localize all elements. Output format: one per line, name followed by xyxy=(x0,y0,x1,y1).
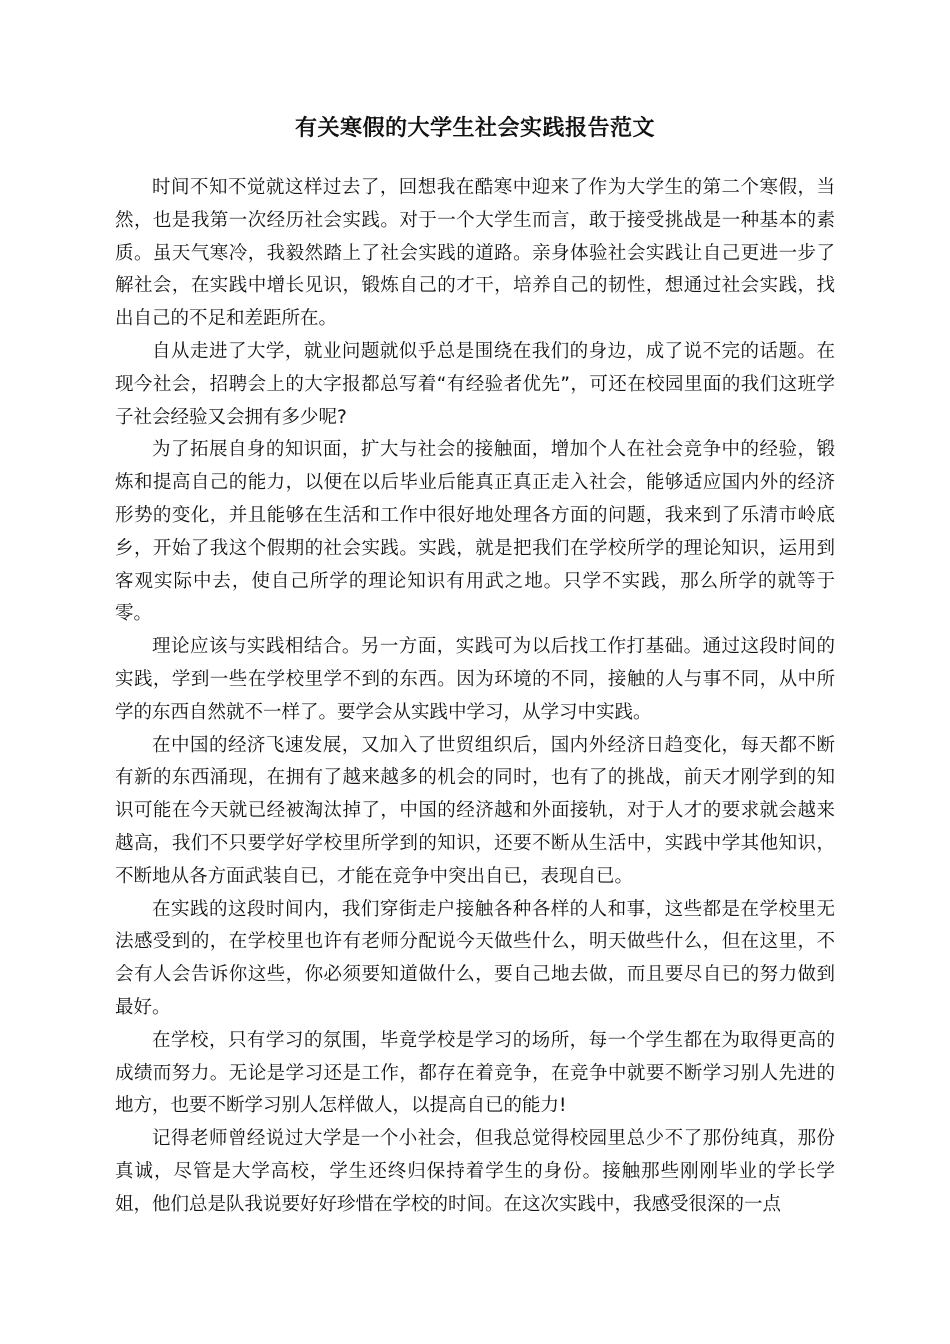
paragraph-6: 在实践的这段时间内，我们穿街走户接触各种各样的人和事，这些都是在学校里无法感受到的，在学校里也许有老师分配说今天做些什么，明天做些什么，但在这里，不会有人会告诉你这些，你必须要知道做什么，要自己地去做，而且要尽自已的努力做到最好。 xyxy=(115,898,835,1018)
paragraph-8: 记得老师曾经说过大学是一个小社会，但我总觉得校园里总少不了那份纯真，那份真诚，尽管是大学高校，学生还终归保持着学生的身份。接触那些刚刚毕业的学长学姐，他们总是队我说要好好珍惜在学校的时间。在这次实践中，我感受很深的一点 xyxy=(115,1128,835,1215)
paragraph-5: 在中国的经济飞速发展，又加入了世贸组织后，国内外经济日趋变化，每天都不断有新的东西涌现，在拥有了越来越多的机会的同时，也有了的挑战，前天才刚学到的知识可能在今天就已经被淘汰掉了，中国的经济越和外面接轨，对于人才的要求就会越来越高，我们不只要学好学校里所学到的知识，还要不断从生活中，实践中学其他知识，不断地从各方面武装自已，才能在竞争中突出自已，表现自已。 xyxy=(115,734,835,887)
paragraph-3: 为了拓展自身的知识面，扩大与社会的接触面，增加个人在社会竞争中的经验，锻炼和提高自己的能力，以便在以后毕业后能真正真正走入社会，能够适应国内外的经济形势的变化，并且能够在生活和工作中很好地处理各方面的问题，我来到了乐清市岭底乡，开始了我这个假期的社会实践。实践，就是把我们在学校所学的理论知识，运用到客观实际中去，使自己所学的理论知识有用武之地。只学不实践，那么所学的就等于零。 xyxy=(115,439,835,625)
document-body xyxy=(115,172,835,1222)
paragraph-7: 在学校，只有学习的氛围，毕竟学校是学习的场所，每一个学生都在为取得更高的成绩而努力。无论是学习还是工作，都存在着竞争，在竞争中就要不断学习别人先进的地方，也要不断学习别人怎样做人，以提高自已的能力! xyxy=(115,1029,835,1117)
paragraph-2: 自从走进了大学，就业问题就似乎总是围绕在我们的身边，成了说不完的话题。在现今社会，招聘会上的大字报都总写着“有经验者优先”，可还在校园里面的我们这班学子社会经验又会拥有多少呢? xyxy=(115,340,835,428)
paragraph-1: 时间不知不觉就这样过去了，回想我在酷寒中迎来了作为大学生的第二个寒假，当然，也是我第一次经历社会实践。对于一个大学生而言，敢于接受挑战是一种基本的素质。虽天气寒冷，我毅然踏上了社会实践的道路。亲身体验社会实践让自己更进一步了解社会，在实践中增长见识，锻炼自己的才干，培养自己的韧性，想通过社会实践，找出自己的不足和差距所在。 xyxy=(115,177,835,330)
document-title: 有关寒假的大学生社会实践报告范文 xyxy=(294,116,655,141)
paragraph-4: 理论应该与实践相结合。另一方面，实践可为以后找工作打基础。通过这段时间的实践，学到一些在学校里学不到的东西。因为环境的不同，接触的人与事不同，从中所学的东西自然就不一样了。要学会从实践中学习，从学习中实践。 xyxy=(115,636,835,723)
